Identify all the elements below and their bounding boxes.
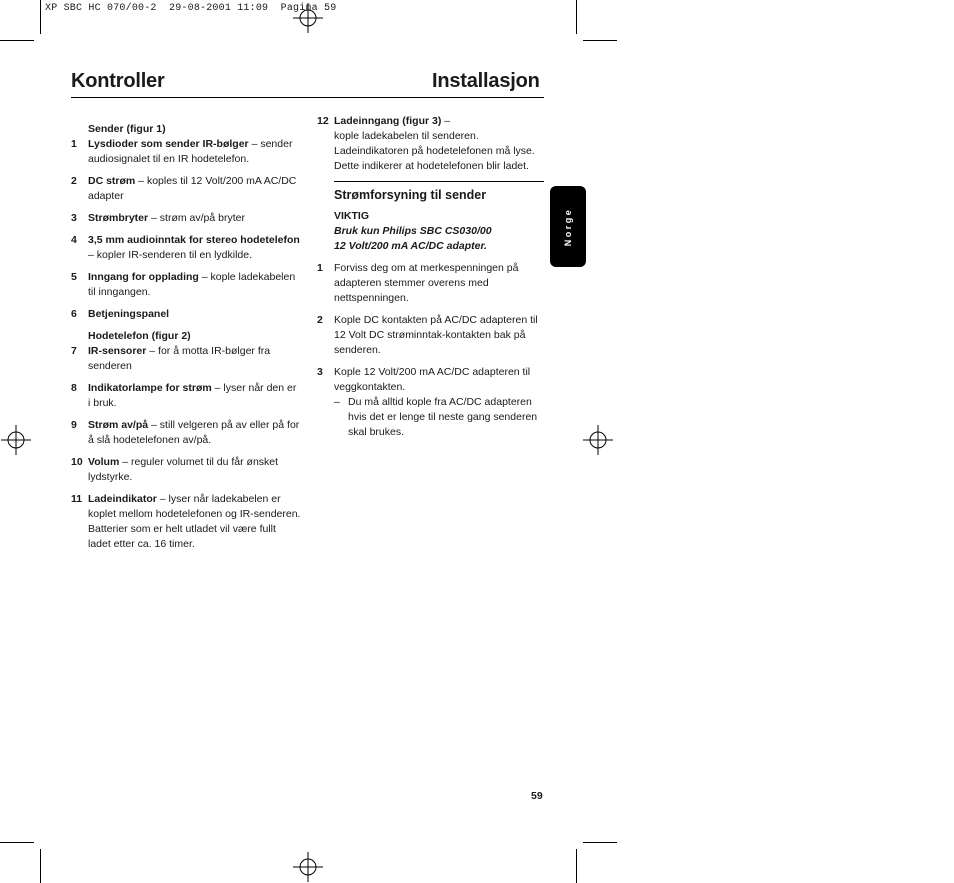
item-text: strøm av/på bryter bbox=[159, 212, 245, 224]
item-title: Lysdioder som sender IR-bølger bbox=[88, 138, 249, 150]
item-number: 6 bbox=[71, 308, 77, 320]
section-title: Strømforsyning til sender bbox=[334, 188, 487, 202]
item-number: 10 bbox=[71, 456, 83, 468]
item-body bbox=[88, 418, 301, 448]
list-item bbox=[71, 418, 301, 448]
crop-mark bbox=[583, 40, 617, 41]
item-body bbox=[88, 455, 301, 485]
note-dash: – bbox=[334, 396, 340, 408]
page-number: 59 bbox=[531, 790, 543, 802]
steps-list bbox=[317, 261, 545, 395]
item-number: 2 bbox=[71, 175, 77, 187]
item-separator: – bbox=[148, 212, 160, 224]
crop-mark bbox=[576, 0, 577, 34]
heading-kontroller: Kontroller bbox=[71, 70, 165, 92]
item-separator: – bbox=[156, 493, 169, 505]
registration-mark-icon bbox=[583, 425, 613, 455]
item-body bbox=[88, 233, 301, 263]
item-text: kopler IR-senderen til en lydkilde. bbox=[96, 249, 253, 261]
language-tab-label: Norge bbox=[563, 207, 573, 246]
note-text: Du må alltid kople fra AC/DC adapteren hvis det er lenge til neste gang senderen skal brukes. bbox=[348, 396, 538, 438]
item-text: reguler volumet til du får ønsket lydstyrke. bbox=[88, 456, 279, 483]
item-title: Strømbryter bbox=[88, 212, 149, 224]
item-title: Betjeningspanel bbox=[88, 308, 170, 320]
item-separator: – bbox=[88, 249, 97, 261]
important-line: 12 Volt/200 mA AC/DC adapter. bbox=[334, 240, 487, 252]
item-number: 7 bbox=[71, 345, 77, 357]
item-separator: – bbox=[248, 138, 261, 150]
section-heading-sender: Sender (figur 1) bbox=[88, 123, 166, 135]
item-text: sender audiosignalet til en IR hodetelefon. bbox=[88, 138, 293, 165]
item-text: lyser når ladekabelen er koplet mellom hodetelefonen og IR-senderen. Batterier som er helt utladet vil være fullt ladet etter ca. 16 timer. bbox=[88, 493, 301, 550]
item-body bbox=[88, 270, 301, 300]
item-body bbox=[88, 492, 301, 552]
item-title: Volum bbox=[88, 456, 120, 468]
heading-installasjon: Installasjon bbox=[432, 70, 540, 92]
item-separator: – bbox=[135, 175, 147, 187]
important-block bbox=[317, 209, 545, 254]
item-separator: – bbox=[441, 115, 451, 127]
list-item bbox=[317, 114, 545, 174]
item-body bbox=[88, 211, 301, 226]
sender-item-list bbox=[71, 137, 301, 322]
section-heading-headset: Hodetelefon (figur 2) bbox=[88, 330, 191, 342]
item-text: koples til 12 Volt/200 mA AC/DC adapter bbox=[88, 175, 297, 202]
item-title: 3,5 mm audioinntak for stereo hodetelefon bbox=[88, 234, 300, 246]
headset-item-list bbox=[71, 344, 301, 552]
crop-mark bbox=[576, 849, 577, 883]
item-separator: – bbox=[146, 345, 159, 357]
item-number: 11 bbox=[71, 493, 83, 505]
item-title: DC strøm bbox=[88, 175, 136, 187]
print-slug: XP SBC HC 070/00-2 29-08-2001 11:09 Pagina 59 bbox=[45, 3, 337, 14]
step-text: Kople DC kontakten på AC/DC adapteren til 12 Volt DC strøminntak-kontakten bak på senderen. bbox=[334, 314, 538, 356]
crop-mark bbox=[0, 40, 34, 41]
item-separator: – bbox=[119, 456, 131, 468]
registration-mark-icon bbox=[1, 425, 31, 455]
important-label: VIKTIG bbox=[334, 210, 370, 222]
item-number: 4 bbox=[71, 234, 77, 246]
item-number: 12 bbox=[317, 115, 329, 127]
language-tab bbox=[550, 186, 586, 267]
item-body bbox=[88, 307, 301, 322]
item-title: Indikatorlampe for strøm bbox=[88, 382, 212, 394]
list-item bbox=[71, 492, 301, 552]
item-text: still velgeren på av eller på for å slå hodetelefonen av/på. bbox=[88, 419, 300, 446]
item-body bbox=[334, 114, 545, 174]
list-item bbox=[71, 455, 301, 485]
item-body bbox=[88, 137, 301, 167]
list-item bbox=[71, 211, 301, 226]
item-text: lyser når den er i bruk. bbox=[88, 382, 297, 409]
list-item bbox=[71, 270, 301, 300]
item-text: kople ladekabelen til inngangen. bbox=[88, 271, 296, 298]
item-text: for å motta IR-bølger fra senderen bbox=[88, 345, 271, 372]
item-body bbox=[88, 344, 301, 374]
list-item bbox=[71, 137, 301, 167]
registration-mark-icon bbox=[293, 3, 323, 33]
crop-mark bbox=[583, 842, 617, 843]
item-separator: – bbox=[211, 382, 224, 394]
item-title: Ladeinngang (figur 3) bbox=[334, 115, 442, 127]
list-item bbox=[71, 174, 301, 204]
step-number: 1 bbox=[317, 262, 323, 274]
registration-mark-icon bbox=[293, 852, 323, 882]
list-item bbox=[71, 307, 301, 322]
item-number: 3 bbox=[71, 212, 77, 224]
left-column bbox=[71, 122, 301, 559]
step-item bbox=[317, 313, 545, 358]
item-number: 8 bbox=[71, 382, 77, 394]
item-title: Ladeindikator bbox=[88, 493, 157, 505]
crop-mark bbox=[40, 849, 41, 883]
heading-rule bbox=[71, 97, 544, 98]
item-text: kople ladekabelen til senderen. Ladeindikatoren på hodetelefonen må lyse. Dette indikerer at hodetelefonen blir ladet. bbox=[334, 130, 535, 172]
item-body bbox=[88, 381, 301, 411]
item-title: Strøm av/på bbox=[88, 419, 149, 431]
item-separator: – bbox=[198, 271, 211, 283]
right-column bbox=[317, 114, 545, 440]
item-number: 9 bbox=[71, 419, 77, 431]
item-body bbox=[88, 174, 301, 204]
section-rule bbox=[334, 181, 544, 182]
list-item bbox=[71, 233, 301, 263]
step-number: 2 bbox=[317, 314, 323, 326]
step-number: 3 bbox=[317, 366, 323, 378]
list-item bbox=[71, 381, 301, 411]
item-title: Inngang for opplading bbox=[88, 271, 199, 283]
item-number: 5 bbox=[71, 271, 77, 283]
step-text: Forviss deg om at merkespenningen på adapteren stemmer overens med nettspenningen. bbox=[334, 262, 519, 304]
list-item bbox=[71, 344, 301, 374]
crop-mark bbox=[40, 0, 41, 34]
step-item bbox=[317, 365, 545, 395]
item-separator: – bbox=[148, 419, 160, 431]
step-text: Kople 12 Volt/200 mA AC/DC adapteren til veggkontakten. bbox=[334, 366, 531, 393]
note-item bbox=[317, 395, 545, 440]
item-number: 1 bbox=[71, 138, 77, 150]
item-title: IR-sensorer bbox=[88, 345, 147, 357]
step-item bbox=[317, 261, 545, 306]
crop-mark bbox=[0, 842, 34, 843]
important-line: Bruk kun Philips SBC CS030/00 bbox=[334, 225, 492, 237]
